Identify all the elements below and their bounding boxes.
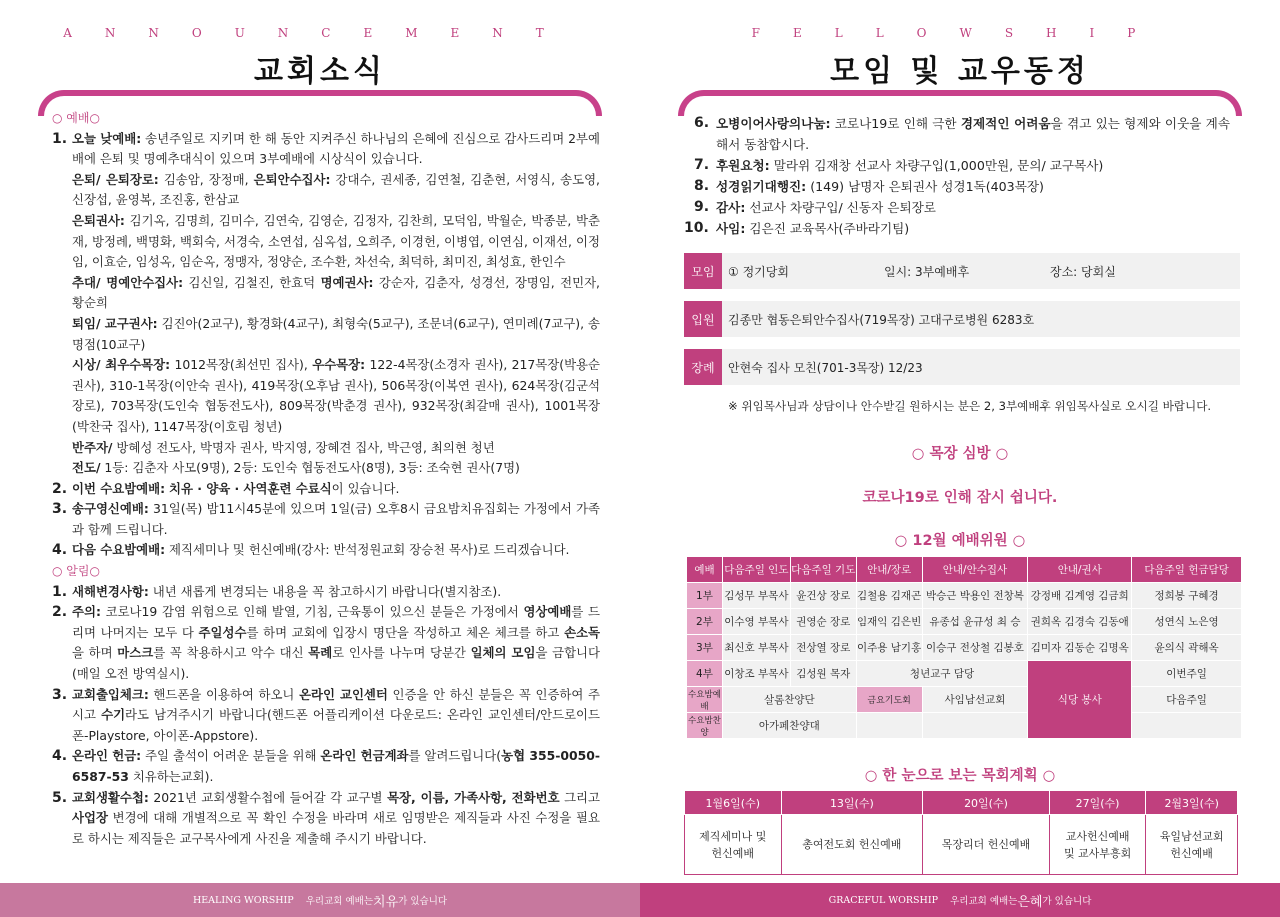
notice-item-1: 1. 새해변경사항: 내년 새롭게 변경되는 내용을 꼭 참고하시기 바랍니다(별지참조).	[52, 583, 502, 600]
meeting-row: 모임 ① 정기당회 일시: 3부예배후 장소: 당회실	[684, 253, 1240, 289]
worship-item-2: 2. 이번 수요밤예배: 치유 · 양육 · 사역훈련 수료식이 있습니다.	[52, 480, 400, 497]
fellowship-items	[684, 113, 1230, 239]
meal-service: 식당 봉사	[1028, 661, 1132, 739]
page-title: 교회소식	[254, 54, 386, 89]
right-footer: GRACEFUL WORSHIP 우리교회 예배는 은혜 가 있습니다	[640, 883, 1280, 917]
table-header: 예배 다음주일 인도 다음주일 기도 안내/장로 안내/안수집사 안내/권사 다음주일 헌금담당	[687, 557, 1242, 583]
table-row: 수요밤예배 살롬찬양단 금요기도회 사임남선교회 다음주일	[687, 687, 1242, 713]
fellowship-item: 9. 감사: 선교사 차량구입/ 신동자 은퇴장로	[694, 199, 936, 215]
fellowship-item: 8. 성경읽기대행진: (149) 남명자 은퇴권사 성경1독(403목장)	[694, 178, 1044, 194]
mokjang-heading: ○ 목장 심방 ○	[911, 446, 1009, 462]
worship-item-4: 4. 다음 수요밤예배: 제직세미나 및 헌신예배(강사: 반석정원교회 장승천 목사)로 드리겠습니다.	[52, 542, 570, 559]
retirement-list: 은퇴/ 은퇴장로: 김송암, 장정매, 은퇴안수집사: 강대수, 권세종, 김연철, 김춘현, 서영식, 송도영, 신장섭, 윤영복, 조진홍, 한삼교 은퇴권사: 김기옥, 김명희, 김미수, 김연숙, 김영순, 김정자, 김찬희, 모덕임, 박월순, 박종분, 박춘재, 방정례, 백명화, 백회숙, 서경숙, 소연섭, 심옥섭, 오희주, 이경헌, 이병엽, 이연심, 이재선, 이정임, 이효순, 임성옥, 임순옥, 정맹자, 정양순, 조수환, 차선숙, 최덕하, 최미진, 최성효, 한인수 추대/ 명예안수집사: 김신일, 김철진, 한효덕 명예권사: 강순자, 김춘자, 성경선, 장명임, 전민자, 황순희 퇴임/ 교구권사: 김진아(2교구), 황경화(4교구), 최형숙(5교구), 조문녀(6교구), 연미례(7교구), 송명점(10교구) 시상/ 최우수목장: 1012목장(최선민 집사), 우수목장: 122-4목장(소경자 권사), 217목장(박용순 권사), 310-1목장(이안숙 권사), 419목장(오후남 권사), 506목장(이복연 권사), 624목장(김군석 장로), 703목장(도인숙 협동전도사), 809목장(박춘경 권사), 932목장(최갈매 권사), 1001목장(박찬국 집사), 1147목장(이호림 청년) 반주자/ 방혜성 전도사, 박명자 권사, 박지영, 장혜견 집사, 박근영, 최의현 청년 전도/ 1등: 김춘자 사모(9명), 2등: 도인숙 협동전도사(8명), 3등: 조숙현 권사(7명)	[72, 171, 600, 476]
table-row: 2부 이수영 부목사 권영순 장로 임재익 김은빈 유종섭 윤규성 최 승 권희옥 김경숙 김동애 성연식 노은영	[687, 609, 1242, 635]
announcements	[52, 108, 600, 849]
plan-table	[684, 790, 1238, 875]
announcement-kicker: ANNOUNCEMENT	[63, 26, 577, 40]
section-worship: ○ 예배○	[52, 111, 100, 125]
fellowship-item: 7. 후원요청: 말라위 김재창 선교사 차량구입(1,000만원, 문의/ 교구목사)	[694, 157, 1104, 173]
table-row: 수요밤찬양 아가페찬양대	[687, 713, 1242, 739]
table-header: 1월6일(수) 13일(수) 20일(수) 27일(수) 2월3일(수)	[685, 791, 1238, 815]
table-row: 제직세미나 및 헌신예배 총여전도회 헌신예배 목장리더 헌신예배 교사헌신예배 및 교사부흥회 육일남선교회 헌신예배	[685, 815, 1238, 875]
fellowship-item: 6. 오병이어사랑의나눔: 코로나19로 인해 극한 경제적인 어려움을 겪고 있는 형제와 이웃을 계속해서 동참합시다.	[694, 115, 1230, 152]
section-notice: ○ 알림○	[52, 564, 100, 579]
worship-item-3: 3. 송구영신예배: 31일(목) 밤11시45분에 있으며 1일(금) 오후8시 금요밤치유집회는 가정에서 가족과 함께 드립니다.	[52, 501, 600, 537]
duty-table	[686, 556, 1242, 739]
funeral-row: 장례 안현숙 집사 모친(701-3목장) 12/23	[684, 349, 1240, 385]
notice-item-5: 5. 교회생활수첩: 2021년 교회생활수첩에 들어갈 각 교구별 목장, 이름, 가족사항, 전화번호 그리고 사업장 변경에 대해 개별적으로 꼭 확인 수정을 바라며 새로 임명받은 제직들과 사진 수정을 필요로 하시는 제직들은 교구목사에게 사진을 제출해 주시기 바랍니다.	[52, 789, 600, 846]
right-page	[640, 0, 1280, 917]
left-footer: HEALING WORSHIP 우리교회 예배는 치유 가 있습니다	[0, 883, 640, 917]
notice-item-2: 2. 주의: 코로나19 감염 위험으로 인해 발열, 기침, 근육통이 있으신 분들은 가정에서 영상예배를 드리며 나머지는 모두 다 주일성수를 하며 교회에 입장시 명단을 작성하고 체온 체크를 하고 손소독을 하며 마스크를 꼭 착용하시고 악수 대신 목례로 인사를 나누며 당분간 일체의 모임을 금합니다(매일 오전 방역실시).	[52, 604, 600, 682]
notice-item-3: 3. 교회출입체크: 핸드폰을 이용하여 하오니 온라인 교인센터 인증을 안 하신 분들은 꼭 인증하여 주시고 수기라도 남겨주시기 바랍니다(핸드폰 어플리케이션 다운로드: 온라인 교인센터/안드로이드폰-Playstore, 아이폰-Appstore).	[52, 686, 600, 743]
table-row: 1부 김성무 부목사 윤건상 장로 김철용 김재곤 박승근 박용인 전창복 강정배 김계영 김금희 정희봉 구혜경	[687, 583, 1242, 609]
notice-item-4: 4. 온라인 헌금: 주일 출석이 어려운 분들을 위해 온라인 헌금계좌를 알려드립니다(농협 355-0050-6587-53 치유하는교회).	[52, 748, 600, 784]
counsel-note: ※ 위임목사님과 상담이나 안수받길 원하시는 분은 2, 3부예배후 위임목사실로 오시길 바랍니다.	[728, 399, 1212, 413]
duty-heading: ○ 12월 예배위원 ○	[894, 533, 1026, 549]
mokjang-text: 코로나19로 인해 잠시 쉽니다.	[862, 490, 1058, 506]
fellowship-item: 10. 사임: 김은진 교육목사(주바라기팀)	[684, 220, 910, 236]
table-row: 4부 이창조 부목사 김성원 목자 청년교구 담당 식당 봉사 이번주일	[687, 661, 1242, 687]
plan-heading: ○ 한 눈으로 보는 목회계획 ○	[864, 768, 1056, 784]
table-row: 3부 최신호 부목사 전상열 장로 이주용 남기홍 이승구 전상철 김봉호 김미자 김동순 김명옥 윤의식 곽해옥	[687, 635, 1242, 661]
fellowship-kicker: FELLOWSHIP	[751, 26, 1169, 40]
page-title-right: 모임 및 교우동정	[830, 54, 1090, 89]
hospital-row: 입원 김종만 협동은퇴안수집사(719목장) 고대구로병원 6283호	[684, 301, 1240, 337]
worship-item-1: 1. 오늘 낮예배: 송년주일로 지키며 한 해 동안 지켜주신 하나님의 은혜에 진심으로 감사드리며 2부예배에 은퇴 및 명예추대식이 있으며 3부예배에 시상식이 있습니다.	[52, 130, 600, 167]
